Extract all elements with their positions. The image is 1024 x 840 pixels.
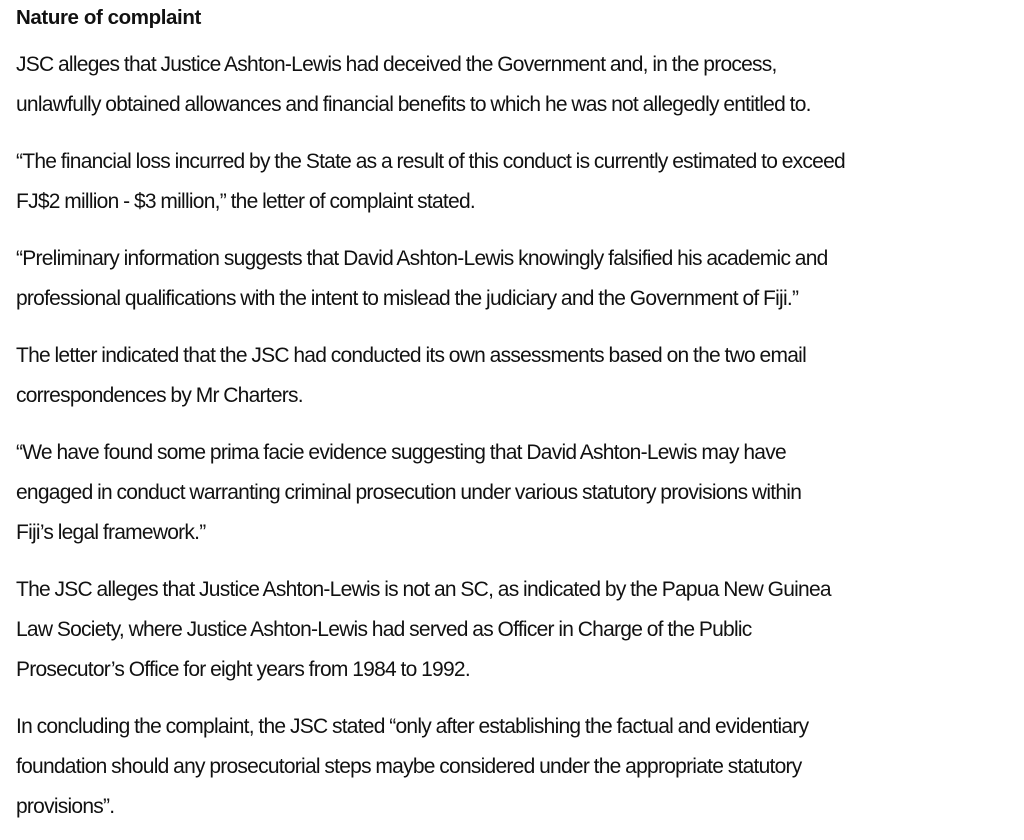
paragraph-line: Prosecutor’s Office for eight years from 1984 to 1992. bbox=[16, 658, 470, 681]
section-heading: Nature of complaint bbox=[16, 6, 201, 29]
paragraph-line: The letter indicated that the JSC had conducted its own assessments based on the two email bbox=[16, 344, 806, 367]
paragraph-line: “The financial loss incurred by the State as a result of this conduct is currently estimated to exceed bbox=[16, 150, 845, 173]
paragraph-line: engaged in conduct warranting criminal prosecution under various statutory provisions within bbox=[16, 481, 802, 504]
spacer bbox=[16, 125, 1020, 142]
paragraph-line: The JSC alleges that Justice Ashton-Lewis is not an SC, as indicated by the Papua New Guinea bbox=[16, 578, 831, 601]
paragraph-prima-facie bbox=[16, 433, 1020, 553]
spacer bbox=[16, 690, 1020, 707]
paragraph-line: JSC alleges that Justice Ashton-Lewis had deceived the Government and, in the process, bbox=[16, 53, 777, 76]
spacer bbox=[16, 319, 1020, 336]
paragraph-preliminary-information bbox=[16, 239, 1020, 319]
paragraph-line: unlawfully obtained allowances and financial benefits to which he was not allegedly entitled to. bbox=[16, 93, 811, 116]
paragraph-line: “Preliminary information suggests that David Ashton-Lewis knowingly falsified his academic and bbox=[16, 247, 828, 270]
paragraph-financial-loss bbox=[16, 142, 1020, 222]
paragraph-line: Law Society, where Justice Ashton-Lewis had served as Officer in Charge of the Public bbox=[16, 618, 752, 641]
spacer bbox=[16, 416, 1020, 433]
spacer bbox=[16, 32, 1020, 45]
spacer bbox=[16, 553, 1020, 570]
paragraph-not-sc bbox=[16, 570, 1020, 690]
spacer bbox=[16, 222, 1020, 239]
paragraph-allegation bbox=[16, 45, 1020, 125]
paragraph-line: Fiji’s legal framework.” bbox=[16, 521, 206, 544]
paragraph-line: foundation should any prosecutorial steps maybe considered under the appropriate statutory bbox=[16, 755, 802, 778]
paragraph-line: In concluding the complaint, the JSC stated “only after establishing the factual and evidentiary bbox=[16, 715, 809, 738]
paragraph-assessments bbox=[16, 336, 1020, 416]
article-body bbox=[16, 0, 1020, 827]
paragraph-line: provisions”. bbox=[16, 795, 115, 818]
paragraph-conclusion bbox=[16, 707, 1020, 827]
paragraph-line: FJ$2 million - $3 million,” the letter of complaint stated. bbox=[16, 190, 475, 213]
paragraph-line: correspondences by Mr Charters. bbox=[16, 384, 303, 407]
paragraph-line: professional qualifications with the intent to mislead the judiciary and the Government of Fiji.” bbox=[16, 287, 799, 310]
paragraph-line: “We have found some prima facie evidence suggesting that David Ashton-Lewis may have bbox=[16, 441, 786, 464]
